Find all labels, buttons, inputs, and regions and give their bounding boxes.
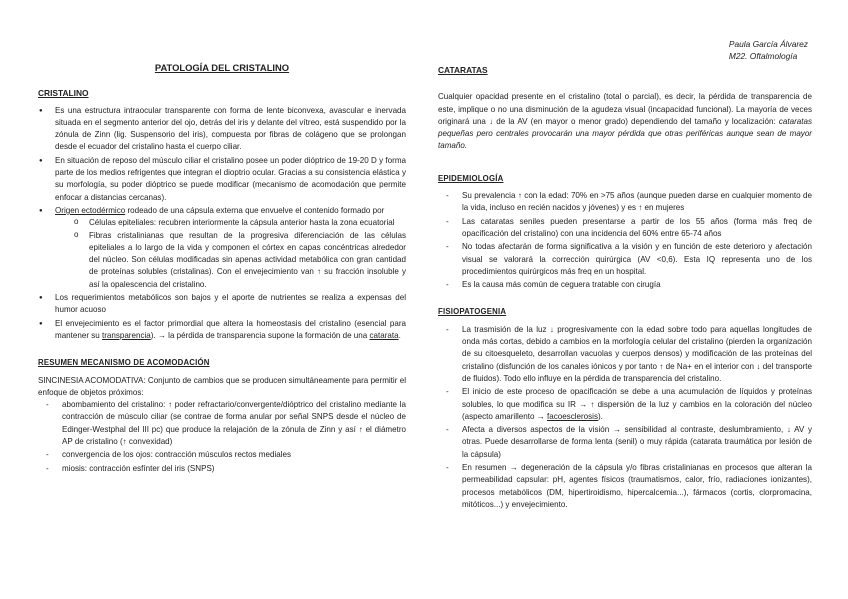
list-item: - En resumen → degeneración de la cápsula y/o fibras cristalinianas en procesos que alteran la permeabilidad capsular: pH, agentes físicos (traumatismos, calor, frío, radiaciones ionizantes), procesos metabólicos (DM, hipertiroidismo, hipercalcemia...), fármacos (cortis, clorpromacina, mitóticos...) y envejecimiento. <box>438 462 812 511</box>
list-item: ● Es una estructura intraocular transparente con forma de lente biconvexa, avascular e inervada situada en el segmento anterior del ojo, detrás del iris y delante del vítreo, está suspendido por la zónula de Zinn (lig. Suspensorio del iris), compuesta por fibras de colágeno que se prolongan desde el ecuador del cristalino hasta el cuerpo ciliar. <box>38 105 406 154</box>
fisiopatogenia-list <box>438 324 812 511</box>
resumen-list <box>38 399 406 475</box>
catarata-link[interactable]: catarata <box>369 330 399 340</box>
resumen-intro: SINCINESIA ACOMODATIVA: Conjunto de cambios que se producen simultáneamente para permitir el enfoque de objetos próximos: <box>38 375 406 397</box>
list-item: - Las cataratas seniles pueden presentarse a partir de los 55 años (forma más freq de opacificación del cristalino) con una incidencia del 60% entre 65-74 años <box>438 216 812 241</box>
section-title-cristalino: CRISTALINO <box>38 88 89 99</box>
author-name: Paula García Álvarez <box>728 39 808 49</box>
right-column <box>438 60 812 512</box>
origen-ectodermico-link[interactable]: Origen ectodérmico <box>55 205 126 215</box>
course-name: M22. Oftalmología <box>728 51 798 61</box>
cristalino-sublist <box>55 217 406 291</box>
section-title-resumen: RESUMEN MECANISMO DE ACOMODACIÓN <box>38 358 210 368</box>
cristalino-list <box>38 105 406 343</box>
transparencia-link[interactable]: transparencia <box>101 330 151 340</box>
list-item: ● En situación de reposo del músculo ciliar el cristalino posee un poder dióptrico de 19-20 D y forma parte de los medios refrigentes que integran el dioptrio ocular. Gracias a su consistencia elástica y su morfología, su poder dióptrico se puede modificar (mecanismo de acomodación que permite enfocar a distancias cercanas). <box>38 155 406 204</box>
left-column <box>38 60 406 476</box>
epidemiologia-list <box>438 190 812 291</box>
cataratas-text: Cualquier opacidad presente en el cristalino (total o parcial), es decir, la pérdida de transparencia de este, implique o no una disminución de la agudeza visual (incapacidad funcional). La mayoría de veces originará una ↓ de la AV (en mayor o menor grado) dependiendo del tamaño y localización: <box>438 92 812 126</box>
author-header <box>729 38 808 62</box>
sub-list-item: o Fibras cristalinianas que resultan de la progresiva diferenciación de las células epiteliales a lo largo de la vida y componen el córtex en capas concéntricas alrededor del núcleo. Son células modificadas sin apenas actividad metabólica con gran cantidad de proteínas solubles (cristalinas). Con el envejecimiento van ↑ su fracción insoluble y así la opalescencia del cristalino. <box>72 230 406 291</box>
list-item: - No todas afectarán de forma significativa a la visión y en función de este deterioro y afectación visual se valorará la corrección quirúrgica (AV <0,6). Esta IQ representa uno de los procedimientos quirúrgicos más freq en un hospital. <box>438 241 812 278</box>
list-item: - convergencia de los ojos: contracción músculos rectos mediales <box>38 449 406 461</box>
list-item <box>38 205 406 291</box>
cataratas-paragraph <box>438 91 812 152</box>
list-item: - La trasmisión de la luz ↓ progresivamente con la edad sobre todo para aquellas longitudes de onda más cortas, debido a cambios en la morfología celular del cristalino (pierden la organización de su citoesqueleto, desarrollan vacuolas y cuerpos densos) y modificación de las proteínas del cristalino (disfunción de los canales iónicos y por tanto ↑ de Na+ en el interior con ↓ del transporte de fluidos). Todo ello influye en la pérdida de transparencia del cristalino. <box>438 324 812 385</box>
section-title-epidemiologia: EPIDEMIOLOGÍA <box>438 173 504 183</box>
sub-list-item: o Células epiteliales: recubren interiormente la cápsula anterior hasta la zona ecuatorial <box>72 217 406 229</box>
list-item-text: El envejecimiento es el factor primordial que altera la homeostasis del cristalino (esencial para mantener su <box>55 318 406 340</box>
list-item: - abombamiento del cristalino: ↑ poder refractario/convergente/dióptrico del cristalino mediante la contracción de músculo ciliar (se contrae de forma anular por señal SNPS desde el núcleo de Edinger-Westphal del III pc) que produce la relajación de la zónula de Zinn y así ↑ el diámetro AP de cristalino (↑ convexidad) <box>38 399 406 448</box>
list-item-text: ). → la pérdida de transparencia supone la formación de una <box>150 330 370 340</box>
facoesclerosis-link[interactable]: facoesclerosis <box>546 411 598 421</box>
cataratas-italic-text: cataratas pequeñas pero centrales provocarán una mayor pérdida que otras periféricas aunque sean de mayor tamaño. <box>438 116 812 151</box>
list-item: - Afecta a diversos aspectos de la visión → sensibilidad al contraste, deslumbramiento, ↓ AV y otras. Puede desarrollarse de forma lenta (senil) o muy rápida (catarata traumática por lesión de la cápsula) <box>438 424 812 461</box>
section-title-cataratas: CATARATAS <box>438 65 488 75</box>
list-item <box>438 386 812 423</box>
list-item: ● Los requerimientos metabólicos son bajos y el aporte de nutrientes se realiza a expensas del humor acuoso <box>38 292 406 317</box>
list-item-text: El inicio de este proceso de opacificación se debe a una acumulación de líquidos y proteínas solubles, lo que modifica su IR → ↑ dispersión de la luz y cambios en la coloración del núcleo (aspecto amarillento → <box>462 387 812 421</box>
list-item: - Es la causa más común de ceguera tratable con cirugía <box>438 279 812 291</box>
list-item-text: . <box>398 330 401 340</box>
list-item: - Su prevalencia ↑ con la edad: 70% en >75 años (aunque pueden darse en cualquier momento de la vida, incluso en recién nacidos y jóvenes) y es ↑ en mujeres <box>438 190 812 215</box>
list-item: - miosis: contracción esfínter del iris (SNPS) <box>38 463 406 475</box>
list-item-text: ). <box>597 411 603 421</box>
list-item <box>38 318 406 343</box>
list-item-text: rodeado de una cápsula externa que envuelve el contenido formado por <box>125 205 385 215</box>
document-title: PATOLOGÍA DEL CRISTALINO <box>154 62 290 73</box>
section-title-fisiopatogenia: FISIOPATOGENIA <box>438 307 507 317</box>
